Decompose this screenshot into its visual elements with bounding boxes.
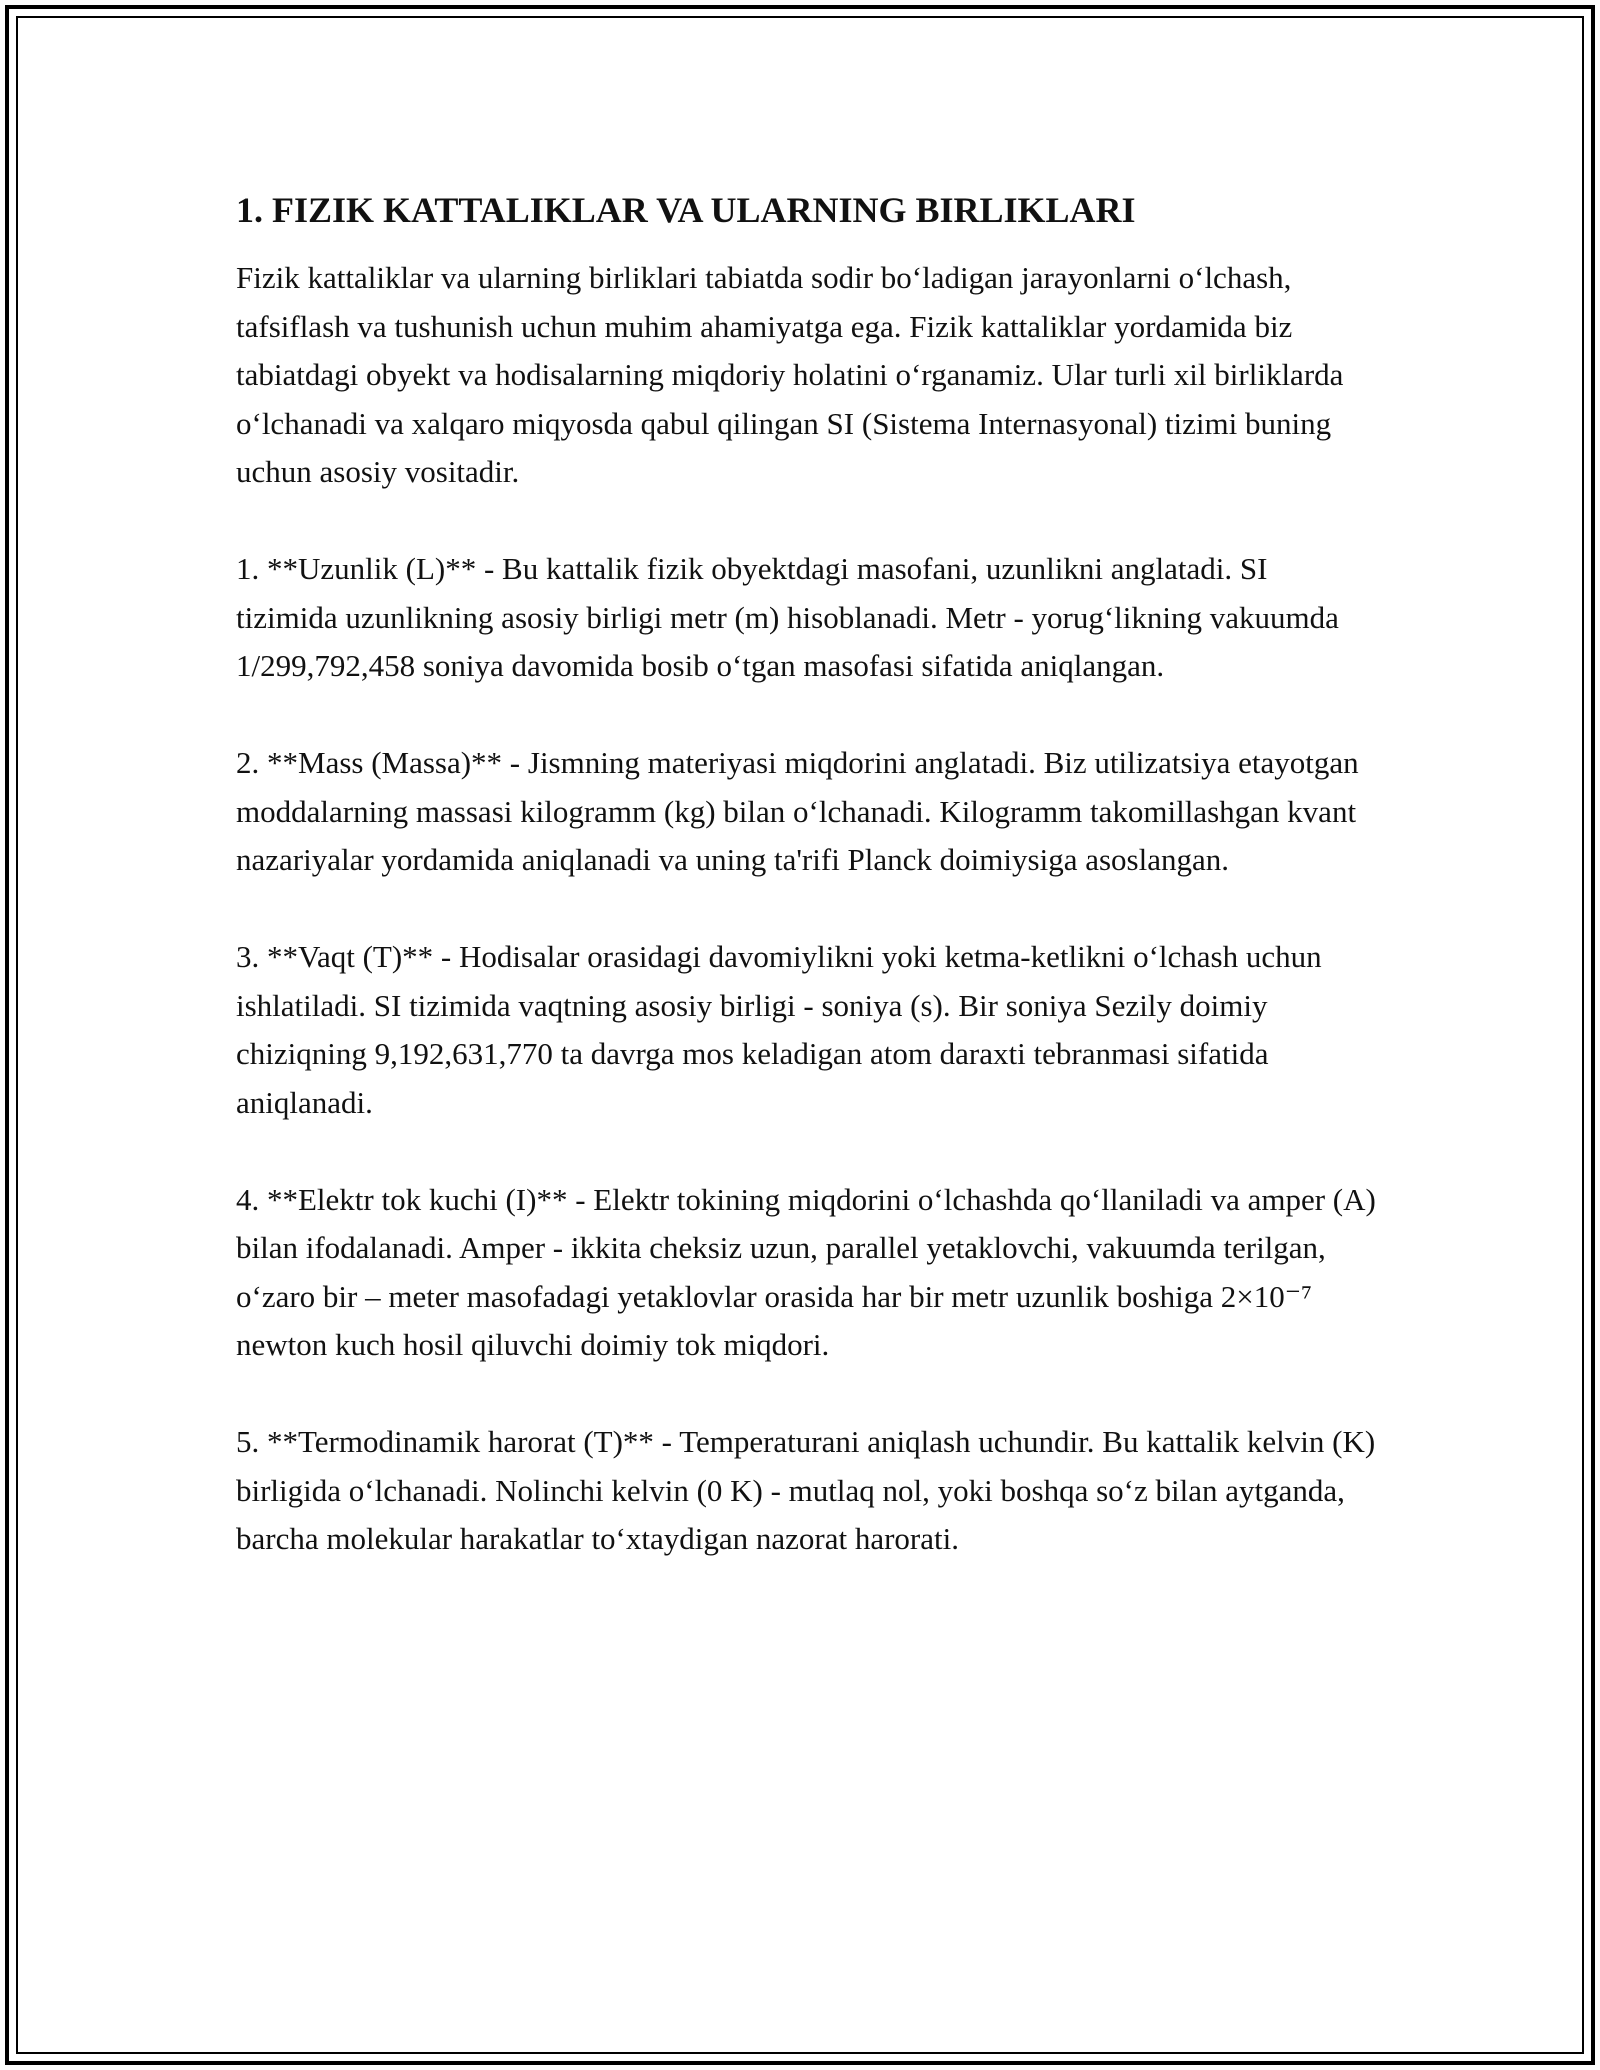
paragraph-length: 1. **Uzunlik (L)** - Bu kattalik fizik obyektdagi masofani, uzunlikni anglatadi. SI tizimida uzunlikning asosiy birligi metr (m) hisoblanadi. Metr - yorug‘likning vakuumda 1/299,792,458 soniya davomida bosib o‘tgan masofasi sifatida aniqlangan.: [236, 551, 1339, 683]
page-title: 1. FIZIK KATTALIKLAR VA ULARNING BIRLIKLARI: [236, 190, 1136, 230]
paragraph-electric-current: 4. **Elektr tok kuchi (I)** - Elektr tokining miqdorini o‘lchashda qo‘llaniladi va amper (A) bilan ifodalanadi. Amper - ikkita cheksiz uzun, parallel yetaklovchi, vakuumda terilgan, o‘zaro bir – meter masofadagi yetaklovlar orasida har bir metr uzunlik boshiga 2×10⁻⁷ newton kuch hosil qiluvchi doimiy tok miqdori.: [236, 1181, 1376, 1362]
paragraph-mass: 2. **Mass (Massa)** - Jismning materiyasi miqdorini anglatadi. Biz utilizatsiya etayotgan moddalarning massasi kilogramm (kg) bilan o‘lchanadi. Kilogramm takomillashgan kvant nazariyalar yordamida aniqlanadi va uning ta'rifi Planck doimiysiga asoslangan.: [236, 745, 1359, 877]
paragraph-time: 3. **Vaqt (T)** - Hodisalar orasidagi davomiylikni yoki ketma-ketlikni o‘lchash uchun ishlatiladi. SI tizimida vaqtning asosiy birligi - soniya (s). Bir soniya Sezily doimiy chiziqning 9,192,631,770 ta davrga mos keladigan atom daraxti tebranmasi sifatida aniqlanadi.: [236, 939, 1322, 1120]
intro-paragraph: Fizik kattaliklar va ularning birliklari tabiatda sodir bo‘ladigan jarayonlarni o‘lchash, tafsiflash va tushunish uchun muhim ahamiyatga ega. Fizik kattaliklar yordamida biz tabiatdagi obyekt va hodisalarning miqdoriy holatini o‘rganamiz. Ular turli xil birliklarda o‘lchanadi va xalqaro miqyosda qabul qilingan SI (Sistema Internasyonal) tizimi buning uchun asosiy vositadir.: [236, 260, 1344, 489]
document-body: [236, 186, 1376, 1612]
paragraph-temperature: 5. **Termodinamik harorat (T)** - Temperaturani aniqlash uchundir. Bu kattalik kelvin (K) birligida o‘lchanadi. Nolinchi kelvin (0 K) - mutlaq nol, yoki boshqa so‘z bilan aytganda, barcha molekular harakatlar to‘xtaydigan nazorat harorati.: [236, 1424, 1376, 1556]
